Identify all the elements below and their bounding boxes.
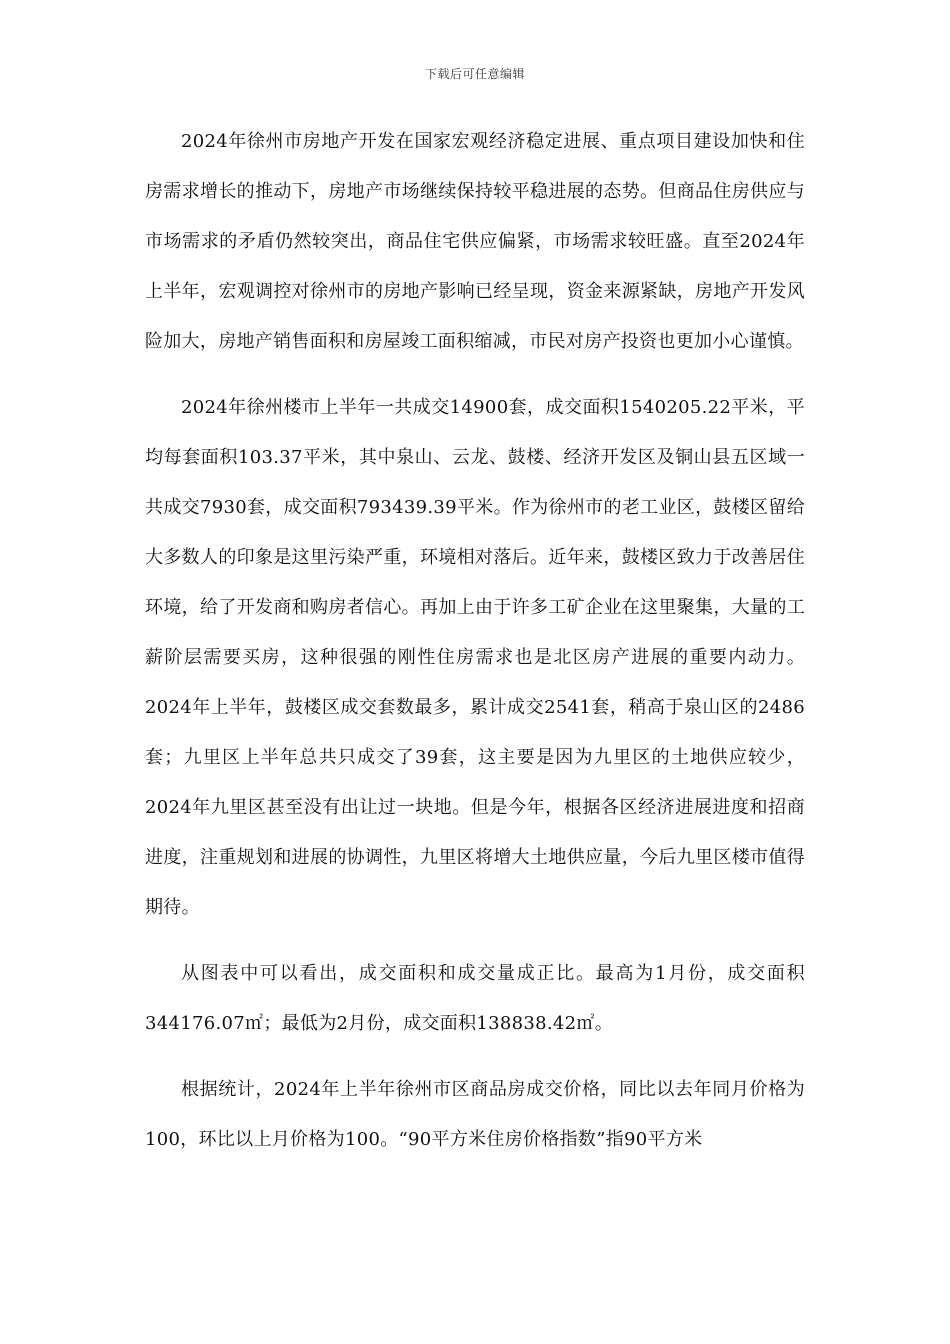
paragraph-price-index: 根据统计，2024年上半年徐州市区商品房成交价格，同比以去年同月价格为100，环比以上月价格为100。“90平方米住房价格指数”指90平方米 (145, 1079, 805, 1150)
document-body (145, 117, 805, 1165)
page-header: 下载后可任意编辑 (424, 67, 525, 81)
paragraph-sales-volume: 2024年徐州楼市上半年一共成交14900套，成交面积1540205.22平米，平均每套面积103.37平米，其中泉山、云龙、鼓楼、经济开发区及铜山县五区域一共成交7930套，成交面积793439.39平米。作为徐州市的老工业区，鼓楼区留给大多数人的印象是这里污染严重，环境相对落后。近年来，鼓楼区致力于改善居住环境，给了开发商和购房者信心。再加上由于许多工矿企业在这里聚集，大量的工薪阶层需要买房，这种很强的刚性住房需求也是北区房产进展的重要内动力。2024年上半年，鼓楼区成交套数最多，累计成交2541套，稍高于泉山区的2486套；九里区上半年总共只成交了39套，这主要是因为九里区的土地供应较少，2024年九里区甚至没有出让过一块地。但是今年，根据各区经济进展进度和招商进度，注重规划和进展的协调性，九里区将增大土地供应量，今后九里区楼市值得期待。 (145, 397, 805, 918)
paragraph-chart-summary: 从图表中可以看出，成交面积和成交量成正比。最高为1月份，成交面积344176.07㎡；最低为2月份，成交面积138838.42㎡。 (145, 963, 805, 1034)
paragraph-market-overview: 2024年徐州市房地产开发在国家宏观经济稳定进展、重点项目建设加快和住房需求增长的推动下，房地产市场继续保持较平稳进展的态势。但商品住房供应与市场需求的矛盾仍然较突出，商品住宅供应偏紧，市场需求较旺盛。直至2024年上半年，宏观调控对徐州市的房地产影响已经呈现，资金来源紧缺，房地产开发风险加大，房地产销售面积和房屋竣工面积缩减，市民对房产投资也更加小心谨慎。 (145, 131, 805, 352)
